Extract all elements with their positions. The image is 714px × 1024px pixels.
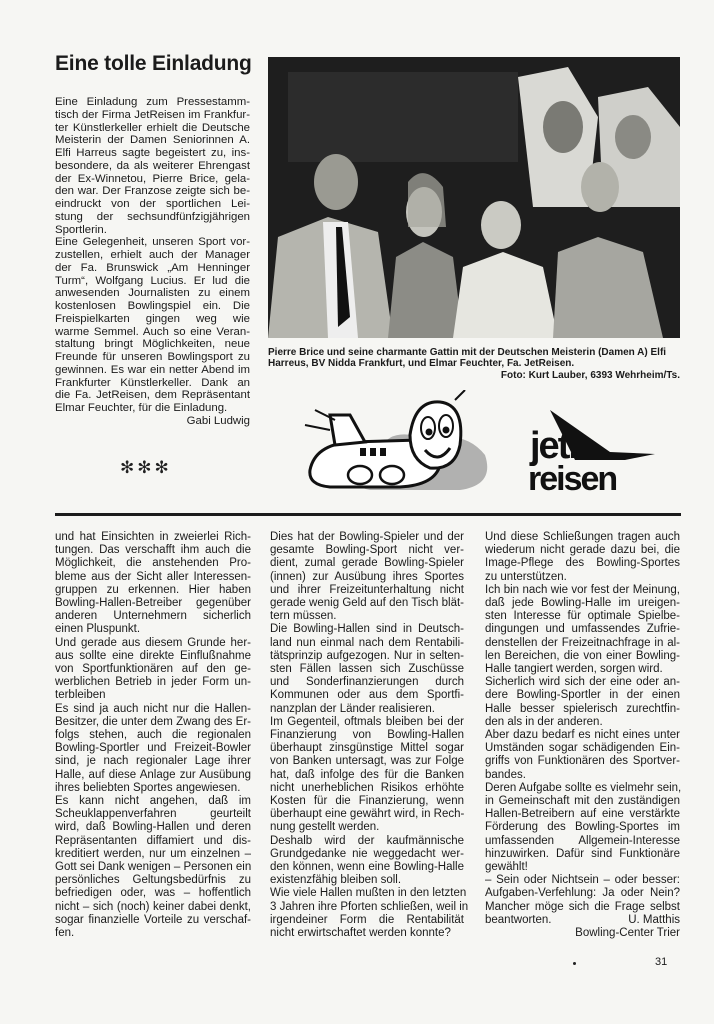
text-line: Und diese Schließungen tragen auch <box>485 531 680 543</box>
text-line: Freispielkarten gingen weg wie <box>55 312 250 325</box>
text-line: Frankfurter Künstlerkeller. Dank an <box>55 376 250 389</box>
text-line: hinzuwirken. Dafür sind Funktionäre <box>485 847 680 860</box>
text-line: hat, daß infolge des für die Banken <box>270 768 464 781</box>
text-line: Im Gegenteil, oftmals bleiben bei der <box>270 715 464 728</box>
text-line: tisch der Firma JetReisen im Frankfur- <box>55 108 250 121</box>
text-line: Förderung des Bowling-Sportes im <box>485 821 680 834</box>
text-line: len Bereichen, die von einer Bowling- <box>485 649 680 662</box>
text-line: umfassenden Allgemein-Interesse <box>485 834 680 847</box>
body-column-3 <box>485 531 680 940</box>
logo-text-reisen: reisen <box>528 460 617 498</box>
text-line: sind, je nach regionaler Lage ihrer <box>55 755 251 768</box>
text-line: nung gestellt werden. <box>270 821 380 834</box>
text-line: staltung bringt Möglichkeiten, neue <box>55 338 250 351</box>
text-line: von Banken untersagt, was zur Folge <box>270 755 464 768</box>
text-line: nicht unerheblichen Risikos erhöhte <box>270 781 464 794</box>
text-line: Hallen-Betreibern auf eine verstärkte <box>485 808 680 821</box>
text-line: Es kann nicht angehen, daß im <box>55 795 251 808</box>
text-line: den war. Der Franzose zeigte sich be- <box>55 185 250 198</box>
text-line: Besitzer, die unter dem Zwang des Er- <box>55 715 251 728</box>
intro-author: Gabi Ludwig <box>186 414 250 427</box>
text-line: (innen) zur Ausübung ihres Sportes <box>270 570 464 583</box>
text-line: Halle, auf diese Anlage zur Ausübung <box>55 768 251 781</box>
text-line: dient, zumal gerade Bowling-Spieler <box>270 557 464 570</box>
text-line: werblichen Betrieb in jeder Form un- <box>55 676 251 689</box>
text-line: Bowling-Sportler und Freizeit-Bowler <box>55 742 251 755</box>
text-line: existenzfähig bleiben soll. <box>270 874 402 887</box>
text-line: zustellen, erhielt auch der Manager <box>55 249 250 261</box>
text-line: anderen Unternehmern sicherlich <box>55 610 251 623</box>
text-line: bandes. <box>485 768 526 781</box>
text-line: daß jede Bowling-Halle im ureigen- <box>485 597 680 610</box>
text-line: gewählt! <box>485 861 528 874</box>
text-line: Eine Einladung zum Pressestamm- <box>55 96 250 108</box>
author-organization: Bowling-Center Trier <box>575 927 680 940</box>
text-line: anwesenden Journalisten zu einem <box>55 287 250 300</box>
text-line: Scheuklappenverfahren geurteilt <box>55 808 251 821</box>
text-line: nicht erwirtschaftet werden konnte? <box>270 927 451 940</box>
horizontal-rule <box>55 513 681 516</box>
text-line: Aber dazu bedarf es nicht eines unter <box>485 729 680 742</box>
text-line: Kosten für die Finanzierung, wenn <box>270 795 464 808</box>
text-line: wiederum nicht gerade dazu bei, die <box>485 544 680 557</box>
text-line: land nun einmal nach dem Rentabili- <box>270 636 464 649</box>
text-line: aus sollte eine direkte Einflußnahme <box>55 649 251 662</box>
text-line: terbleiben <box>55 689 106 702</box>
text-line: Aufgaben-Verfehlung: Ja oder Nein? <box>485 887 680 900</box>
text-line: Sportlerin. <box>55 223 107 236</box>
text-line: kreditiert werden, nur um einzelnen – <box>55 847 251 860</box>
text-line: sten Interesse für optimale Spielbe- <box>485 610 680 623</box>
page-number: 31 <box>655 956 668 968</box>
text-line: wird, daß Bowling-Hallen und deren <box>55 821 251 834</box>
text-line: Wie viele Hallen mußten in den letzten <box>270 887 467 900</box>
body-column-1 <box>55 531 251 940</box>
text-line: Freunde für unseren Bowlingsport zu <box>55 351 250 363</box>
text-line: Mancher möge sich die Frage selbst <box>485 900 680 913</box>
text-line: überhaupt zinsgünstige Mittel sogar <box>270 742 464 755</box>
text-line: den als in der anderen. <box>485 715 603 728</box>
text-line: Sicherlich wird sich der eine oder an- <box>485 676 680 689</box>
text-line: nicht – sich (noch) keiner dabei denkt, <box>55 900 251 913</box>
text-line: irgendeiner Form die Rentabilität <box>270 913 464 926</box>
text-line: und hat Einsichten in zweierlei Rich- <box>55 531 251 543</box>
text-line: ihres beliebten Sportes angewiesen. <box>55 781 241 794</box>
text-line: Eine Gelegenheit, unseren Sport vor- <box>55 236 250 249</box>
text-line: dingungen und umfassendes Zufrie- <box>485 623 680 636</box>
text-line: Kommunen oder aus dem Sportfi- <box>270 689 464 702</box>
text-line: gerade wenig Geld auf den Tisch blät- <box>270 597 464 610</box>
jetreisen-logo <box>290 390 670 500</box>
text-line: Meisterin der Damen Seniorinnen A. <box>55 134 250 147</box>
text-line: Deshalb wird der kaufmännische <box>270 834 464 847</box>
text-line: gesamte Bowling-Sport nicht ver- <box>270 544 464 557</box>
text-line: der Ex-Winnetou, Pierre Brice, gela- <box>55 172 250 185</box>
text-line: kostenlosen Bowlingspiel ein. Die <box>55 300 250 312</box>
text-line: griffs von Funktionären des Sportver- <box>485 755 680 768</box>
text-line: dere Bowling-Sportler in der einen <box>485 689 680 702</box>
text-line: Deren Aufgabe sollte es vielmehr sein, <box>485 781 682 794</box>
text-line: in Gemeinschaft mit den zuständigen <box>485 795 680 808</box>
text-line: gruppen zu erkennen. Hier haben <box>55 583 251 596</box>
text-line: warme Semmel. Auch so eine Veran- <box>55 325 250 338</box>
text-line: denstellen der Freizeitnachfrage in al- <box>485 636 680 649</box>
text-line: beantworten. <box>485 913 552 926</box>
article-title: Eine tolle Einladung <box>55 52 252 75</box>
text-line: bleme aus der Sicht aller Interessen- <box>55 570 251 583</box>
text-line: Gott sei Dank wenigen – Personen ein <box>55 861 252 874</box>
text-line: und Sonderfinanzierungen durch <box>270 676 464 689</box>
text-line: Bowling-Hallen-Betreiber gegenüber <box>55 597 251 610</box>
text-line: Halle tangiert werden, sorgen wird. <box>485 663 663 676</box>
body-column-2 <box>270 531 469 940</box>
text-line: und ihrer Freizeitunterhaltung nicht <box>270 583 464 596</box>
text-line: besondere, da als weiterer Ehrengast <box>55 159 250 172</box>
text-line: Finanzierung von Bowling-Hallen <box>270 729 464 742</box>
text-line: Die Bowling-Hallen sind in Deutsch- <box>270 623 464 636</box>
caption-line: Harreus, BV Nidda Frankfurt, und Elmar Feuchter, Fa. JetReisen. <box>268 358 575 370</box>
article-author: U. Matthis <box>628 913 680 926</box>
text-line: Halle besser spielerisch zurechtfin- <box>485 702 680 715</box>
text-line: Grundgedanke nie weggedacht wer- <box>270 847 464 860</box>
text-line: sogar finanzielle Vorteile zu verschaf- <box>55 913 251 926</box>
speck <box>573 962 576 965</box>
text-line: Umständen sogar schädigenden Ein- <box>485 742 680 755</box>
text-line: Dies hat der Bowling-Spieler und der <box>270 531 464 543</box>
text-line: tätsprinzip aufgezogen. Nur in selten- <box>270 649 464 662</box>
text-line: Und gerade aus diesem Grunde her- <box>55 636 251 649</box>
text-line: Ich bin nach wie vor fest der Meinung, <box>485 583 680 596</box>
text-line: tern müssen. <box>270 610 337 623</box>
text-line: folgs stehen, auch die regionalen <box>55 729 251 742</box>
text-line: überhaupt eine gewährt wird, in Rech- <box>270 808 465 821</box>
text-line: eindruckt von der sportlichen Lei- <box>55 198 250 210</box>
text-line: Repräsentanten diffamiert und dis- <box>55 834 251 847</box>
text-line: Es sind ja auch nicht nur die Hallen- <box>55 702 251 715</box>
text-line: Turm“, Wolfgang Lucius. Er lud die <box>55 274 250 287</box>
section-separator: ✻✻✻ <box>120 458 172 477</box>
text-line: stung der sechsundfünfzigjährigen <box>55 210 250 223</box>
text-line: einen Pluspunkt. <box>55 623 141 636</box>
text-line: 3 Jahren ihre Pforten schließen, weil in <box>270 900 469 913</box>
intro-column <box>55 96 250 428</box>
text-line: zu unterstützen. <box>485 570 567 583</box>
photo-credit: Foto: Kurt Lauber, 6393 Wehrheim/Ts. <box>500 369 680 381</box>
text-line: befriedigen oder, was – hoffentlich <box>55 887 251 900</box>
text-line: Möglichkeit, die anstehenden Pro- <box>55 557 251 570</box>
logo-text-jet: jet. <box>530 425 577 467</box>
text-line: von Sportfunktionären auf den ge- <box>55 663 251 676</box>
text-line: der Fa. Brunswick „Am Henninger <box>55 261 250 274</box>
text-line: Elfi Harreus sagte begeistert zu, ins- <box>55 147 250 159</box>
photo-caption <box>268 347 680 381</box>
text-line: Elmar Feuchter, für die Einladung. <box>55 402 228 414</box>
text-line: tungen. Das verschafft ihm auch die <box>55 544 251 557</box>
text-line: nanzplan der Länder realisieren. <box>270 702 435 715</box>
text-line: – Sein oder Nichtsein – oder besser: <box>485 874 680 887</box>
text-line: die Fa. JetReisen, dem Repräsentant <box>55 389 250 402</box>
text-line: ter Künstlerkeller erhielt die Deutsche <box>55 121 250 134</box>
text-line: persönliches Geltungsbedürfnis zu <box>55 874 251 887</box>
caption-line: Pierre Brice und seine charmante Gattin mit der Deutschen Meisterin (Damen A) Elfi <box>268 347 667 358</box>
text-line: fen. <box>55 927 75 940</box>
text-line: den können, wenn eine Bowling-Halle <box>270 861 464 874</box>
text-line: gewinnen. Es war ein netter Abend im <box>55 363 250 376</box>
text-line: sten Fällen lassen sich Zuschüsse <box>270 663 464 676</box>
event-photo <box>268 57 680 338</box>
text-line: Image-Pflege des Bowling-Sportes <box>485 557 680 570</box>
